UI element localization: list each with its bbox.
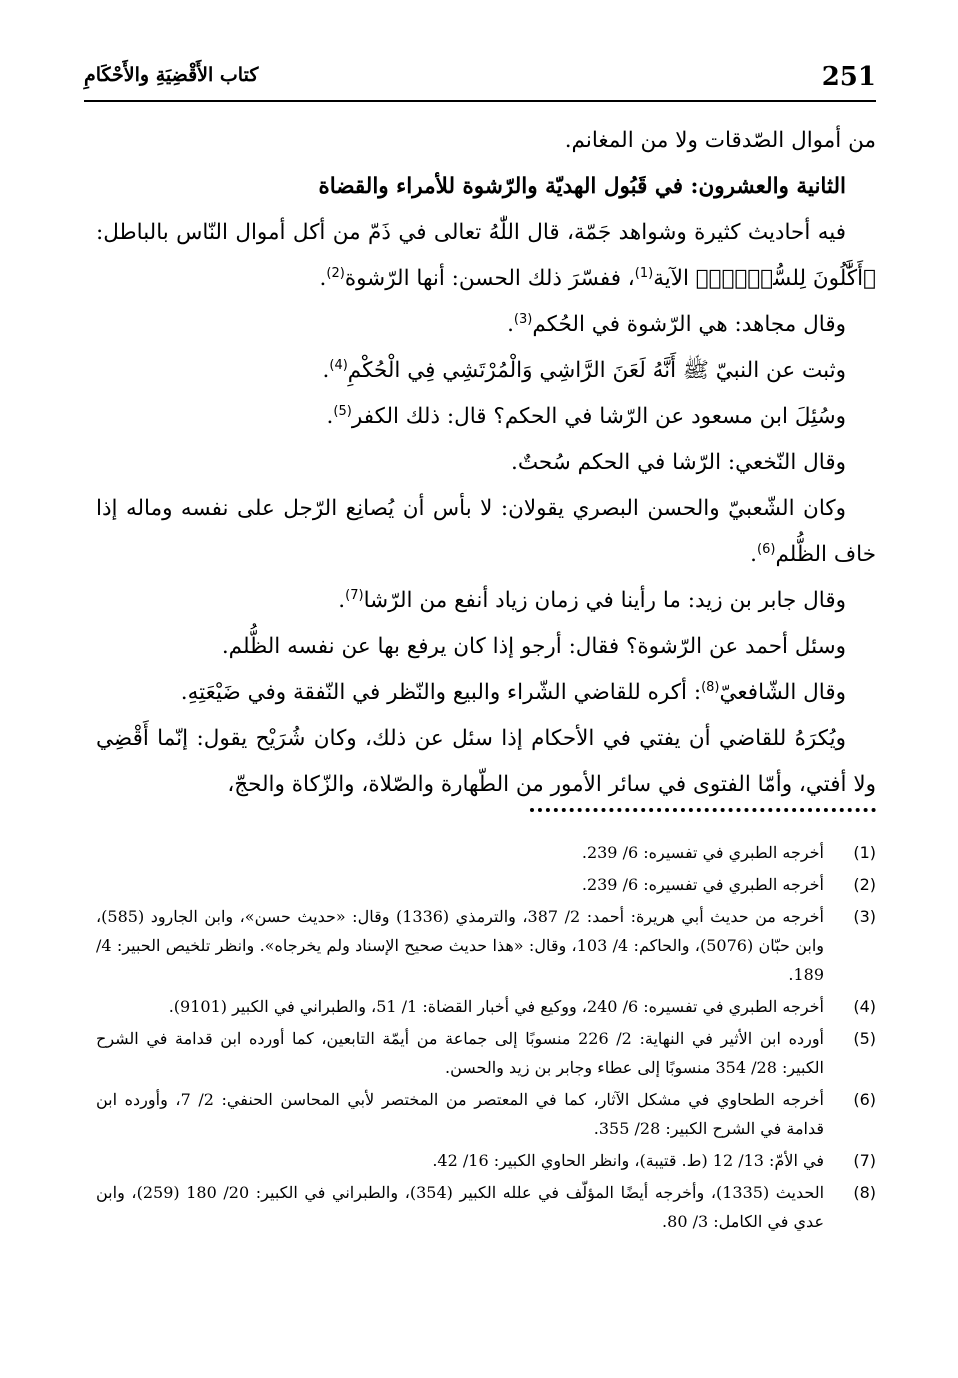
paragraph: وقال مجاهد: هي الرّشوة في الحُكم$^{(3)}$. [507, 311, 846, 337]
paragraph [96, 118, 876, 164]
footnotes [96, 838, 876, 1239]
footnote-ref: (3) [513, 311, 533, 327]
paragraph: وثبت عن النبيّ ﷺ أَنَّهُ لَعَنَ الرَّاشِي وَالْمُرْتَشِي فِي الْحُكْمِ$^{(4)}$. [322, 357, 846, 383]
footnote-text: أورده ابن الأثير في النهاية: 2/ 226 منسوبًا إلى جماعة من أيمّة التابعين، كما أورده ابن قدامة في الشرح الكبير: 28/ 354 منسوبًا إلى عطاء وجابر بن زيد والحسن. [96, 1029, 824, 1077]
footnote-text: أخرجه الطبري في تفسيره: 6/ 239. [581, 875, 824, 894]
footnote [96, 1178, 876, 1236]
paragraph-text: من أموال الصّدقات ولا من المغانم. [564, 128, 876, 153]
footnote [96, 1024, 876, 1082]
footnote [96, 902, 876, 989]
running-header [84, 58, 876, 102]
paragraph [96, 624, 876, 670]
footnote-number: (4) [853, 997, 876, 1016]
footnote [96, 870, 876, 899]
footnote-number: (3) [853, 907, 876, 926]
footnote-ref: (6) [757, 541, 776, 557]
footnote-text: أخرجه الطبري في تفسيره: 6/ 239. [581, 843, 824, 862]
book-title: كتاب الأَقْضِيَةِ والأَحْكَامِ [84, 64, 259, 86]
footnote-text: الحديث (1335)، وأخرجه أيضًا المؤلّف في علله الكبير (354)، والطبراني في الكبير: 20/ 180 (259)، وابن عدي في الكامل: 3/ 80. [96, 1183, 825, 1231]
paragraph: وسُئِلَ ابن مسعود عن الرّشا في الحكم؟ قال: ذلك الكفر$^{(5)}$. [326, 403, 846, 429]
section-heading: الثانية والعشرون: في قَبُول الهديّة والرّشوة للأمراء والقضاة [318, 174, 846, 199]
footnote [96, 992, 876, 1021]
footnote-ref: (4) [329, 357, 348, 373]
paragraph [96, 716, 876, 808]
footnote-ref: (2) [326, 265, 345, 281]
paragraph: فيه أحاديث كثيرة وشواهد جَمّة، قال اللّٰهُ تعالى في ذَمّ من أكل أموال النّاس بالباطل: ﴿أَكَّٰلُونَ لِلسُّحۡتِۚ﴾ الآية$^{(1)}$، ففسّرَ ذلك الحسن: أنها الرّشوة$^{(2)}$. [96, 220, 876, 291]
footnote-text: أخرجه الطحاوي في مشكل الآثار، كما في المعتصر من المختصر لأبي المحاسن الحنفي: 2/ 7، وأورده ابن قدامة في الشرح الكبير: 28/ 355. [96, 1090, 825, 1138]
paragraph-text: وقال النّخعي: الرّشا في الحكم سُحتٌ. [510, 450, 846, 475]
paragraph-text: فيه أحاديث كثيرة وشواهد جَمّة، قال اللّٰهُ تعالى في ذَمّ من أكل أموال النّاس بالباطل: ﴿أَكَّٰلُونَ لِلسُّحۡتِۚ﴾ الآية [96, 220, 876, 291]
paragraph-text: وقال جابر بن زيد: ما رأينا في زمان زياد أنفع من الرّشا [363, 588, 846, 613]
footnote-number: (2) [853, 875, 876, 894]
page-number: 251 [821, 62, 876, 92]
paragraph [96, 440, 876, 486]
paragraph [96, 670, 876, 716]
paragraph-text: : أكره للقاضي الشّراء والبيع والنّظر في النّفقة وفي ضَيْعَتِهِ. [180, 680, 702, 705]
paragraph-text: وقال مجاهد: هي الرّشوة في الحُكم [532, 312, 846, 337]
paragraph-text: وكان الشّعبيّ والحسن البصري يقولان: لا بأس أن يُصانِع الرّجل على نفسه وماله إذا خاف الظُّلم [96, 496, 876, 567]
paragraph-text: وقال الشّافعيّ [719, 680, 846, 705]
footnote-text: أخرجه من حديث أبي هريرة: أحمد: 2/ 387، والترمذي (1336) وقال: «حديث حسن»، وابن الجارود (585)، وابن حبّان (5076)، والحاكم: 4/ 103، وقال: «هذا حديث صحيح الإسناد ولم يخرجاه». وانظر تلخيص الحبير: 4/ 189. [96, 907, 825, 984]
footnote-number: (7) [853, 1151, 876, 1170]
footnote-number: (6) [853, 1090, 876, 1109]
footnote [96, 838, 876, 867]
footnote-ref: (8) [701, 679, 720, 695]
footnote [96, 1146, 876, 1175]
footnote-separator [530, 808, 876, 812]
paragraph: وقال جابر بن زيد: ما رأينا في زمان زياد أنفع من الرّشا$^{(7)}$. [338, 587, 846, 613]
paragraph-text: ويُكرَهُ للقاضي أن يفتي في الأحكام إذا سئل عن ذلك، وكان شُرَيْح يقول: إنّما أَقْضِي ولا أفتي، وأمّا الفتوى في سائر الأمور من الطّهارة والصّلاة، والزّكاة والحجّ، [96, 726, 876, 797]
footnote-ref: (1) [634, 265, 654, 281]
paragraph: وكان الشّعبيّ والحسن البصري يقولان: لا بأس أن يُصانِع الرّجل على نفسه وماله إذا خاف الظُّلم$^{(6)}$. [96, 496, 876, 567]
footnote-number: (5) [853, 1029, 876, 1048]
paragraph-text: ، ففسّرَ ذلك الحسن: أنها الرّشوة [344, 266, 635, 291]
footnote-ref: (5) [333, 403, 352, 419]
footnote-text: في الأمّ: 13/ 12 (ط. قتيبة)، وانظر الحاوي الكبير: 16/ 42. [432, 1151, 824, 1170]
paragraph-text: وسئل أحمد عن الرّشوة؟ فقال: أرجو إذا كان يرفع بها عن نفسه الظُّلم. [221, 634, 846, 659]
footnote [96, 1085, 876, 1143]
footnote-ref: (7) [345, 587, 364, 603]
footnote-number: (8) [853, 1183, 876, 1202]
main-text [96, 118, 876, 808]
footnote-text: أخرجه الطبري في تفسيره: 6/ 240، ووكيع في أخبار القضاة: 1/ 51، والطبراني في الكبير (9101). [168, 997, 824, 1016]
footnote-number: (1) [853, 843, 876, 862]
paragraph-text: وثبت عن النبيّ ﷺ أَنَّهُ لَعَنَ الرَّاشِي وَالْمُرْتَشِي فِي الْحُكْمِ [347, 358, 846, 383]
paragraph-text: وسُئِلَ ابن مسعود عن الرّشا في الحكم؟ قال: ذلك الكفر [351, 404, 846, 429]
